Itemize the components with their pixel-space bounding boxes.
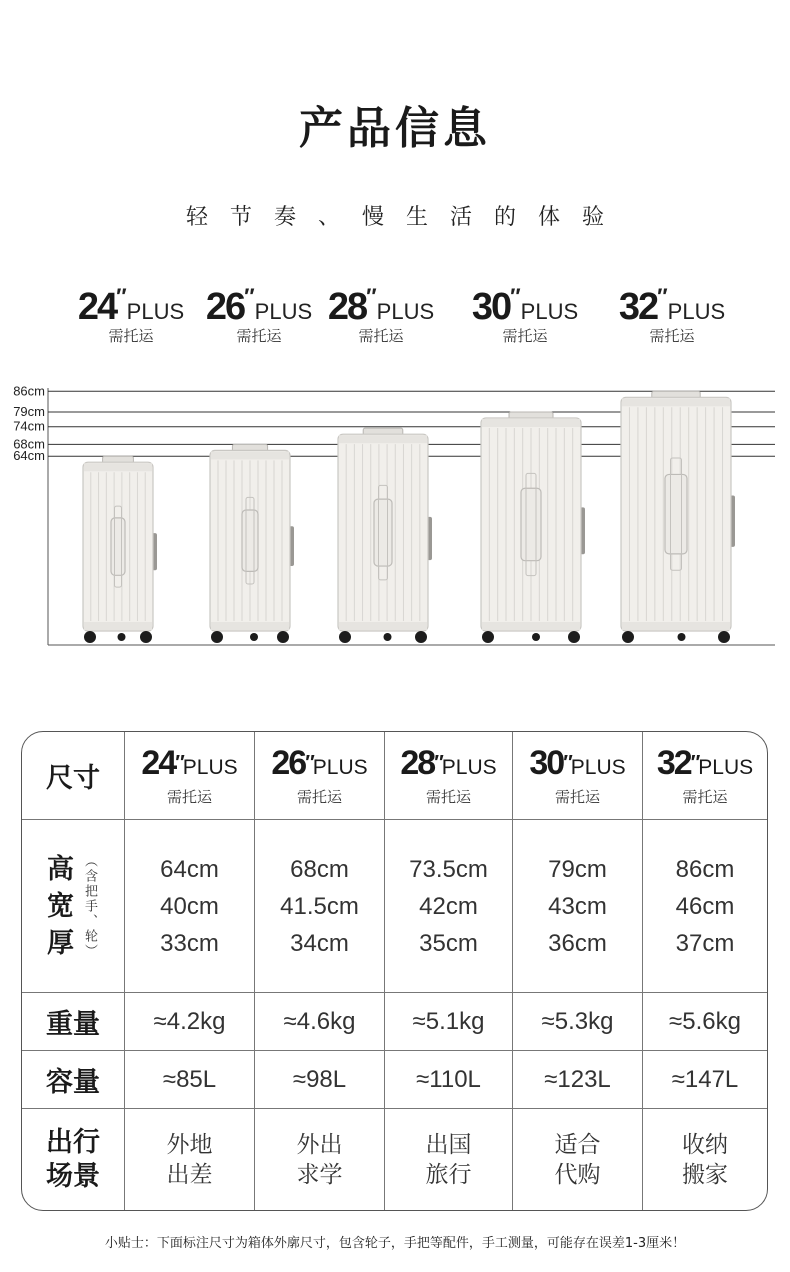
plus-label: PLUS xyxy=(254,299,313,324)
dim-depth-label: 厚 xyxy=(47,927,74,959)
scene-line: 出差 xyxy=(166,1161,213,1188)
size-label-28 xyxy=(316,286,446,346)
weight-value: ≈5.6kg xyxy=(669,1008,741,1035)
height-value: 73.5cm xyxy=(409,855,488,883)
weight-value: ≈4.2kg xyxy=(153,1008,226,1035)
checkin-note: 需托运 xyxy=(166,787,212,806)
frame-top xyxy=(339,435,427,443)
width-value: 42cm xyxy=(419,892,478,920)
height-value: 64cm xyxy=(160,855,219,883)
height-tick-label: 74cm xyxy=(13,418,45,434)
weight-value: ≈5.3kg xyxy=(541,1008,614,1035)
wheel xyxy=(84,631,96,643)
frame-bottom xyxy=(84,622,152,630)
dimension-cell xyxy=(125,820,254,992)
height-comparison-chart xyxy=(0,380,790,655)
wheel xyxy=(678,633,686,641)
checkin-note: 需托运 xyxy=(296,787,342,806)
scene-cell xyxy=(125,1109,254,1210)
size-number: 24 xyxy=(141,743,176,782)
inch-mark: ″ xyxy=(175,751,183,774)
size-label-24 xyxy=(66,286,196,346)
dim-width-label: 宽 xyxy=(47,890,74,922)
height-value: 68cm xyxy=(290,855,349,883)
frame-top xyxy=(84,463,152,471)
suitcase-0 xyxy=(83,456,157,643)
wheel xyxy=(211,631,223,643)
wheel xyxy=(482,631,494,643)
size-label-30 xyxy=(460,286,590,346)
inch-mark: ″ xyxy=(510,284,521,309)
height-tick-label: 68cm xyxy=(13,436,45,452)
wheel xyxy=(568,631,580,643)
suitcase-3 xyxy=(481,412,585,643)
checkin-note: 需托运 xyxy=(425,787,471,806)
wheel xyxy=(250,633,258,641)
plus-label: PLUS xyxy=(126,299,185,324)
depth-value: 37cm xyxy=(675,929,735,957)
height-value: 86cm xyxy=(675,855,735,883)
plus-label: PLUS xyxy=(698,755,754,779)
scene-line: 代购 xyxy=(554,1161,601,1188)
center-handle xyxy=(374,499,392,566)
inch-mark: ″ xyxy=(657,284,668,309)
frame-bottom xyxy=(482,622,580,630)
inch-mark: ″ xyxy=(244,284,255,309)
frame-bottom xyxy=(622,622,730,630)
checkin-note: 需托运 xyxy=(108,327,154,345)
plus-label: PLUS xyxy=(182,755,238,779)
size-number: 26 xyxy=(271,743,306,782)
width-value: 43cm xyxy=(548,892,607,920)
scene-cell xyxy=(643,1109,767,1210)
size-number: 32 xyxy=(656,743,691,782)
center-handle xyxy=(242,510,258,571)
height-tick-label: 79cm xyxy=(13,403,45,419)
depth-value: 34cm xyxy=(290,929,349,957)
scene-line: 适合 xyxy=(554,1131,601,1158)
plus-label: PLUS xyxy=(441,755,497,779)
tip-note: 小贴士：下面标注尺寸为箱体外廓尺寸，包含轮子，手把等配件，手工测量，可能存在误差1-3厘米！ xyxy=(104,1236,686,1251)
dim-note: （含把手、轮） xyxy=(82,853,97,959)
size-number: 24 xyxy=(77,286,117,328)
scene-label-line: 场景 xyxy=(46,1160,100,1192)
wheel xyxy=(339,631,351,643)
suitcase-2 xyxy=(338,428,432,643)
capacity-value: ≈147L xyxy=(671,1066,739,1093)
scene-line: 收纳 xyxy=(682,1131,728,1158)
size-number: 26 xyxy=(205,286,245,328)
size-label-26 xyxy=(194,286,324,346)
checkin-note: 需托运 xyxy=(682,787,728,806)
weight-label: 重量 xyxy=(46,1009,100,1040)
dim-height-label: 高 xyxy=(47,853,74,885)
size-number: 30 xyxy=(529,743,564,782)
spec-table xyxy=(21,731,768,1211)
inch-mark: ″ xyxy=(116,284,127,309)
depth-value: 35cm xyxy=(419,929,478,957)
dimension-cell xyxy=(643,820,767,992)
dimension-cell xyxy=(513,820,642,992)
wheel xyxy=(140,631,152,643)
plus-label: PLUS xyxy=(376,299,435,324)
frame-top xyxy=(482,419,580,427)
suitcase-4 xyxy=(621,391,735,643)
checkin-note: 需托运 xyxy=(554,787,600,806)
scene-label xyxy=(22,1109,124,1210)
size-number: 32 xyxy=(618,286,658,328)
frame-bottom xyxy=(339,622,427,630)
suitcase-1 xyxy=(210,444,294,643)
scene-line: 外出 xyxy=(296,1131,343,1158)
table-header-28 xyxy=(385,732,512,819)
table-header-30 xyxy=(513,732,642,819)
dimension-label xyxy=(22,820,124,992)
frame-top xyxy=(622,398,730,406)
scene-line: 出国 xyxy=(425,1131,472,1158)
width-value: 46cm xyxy=(675,892,735,920)
inch-mark: ″ xyxy=(305,751,313,774)
capacity-label: 容量 xyxy=(46,1067,100,1098)
capacity-value: ≈110L xyxy=(416,1066,481,1093)
wheel xyxy=(118,633,126,641)
capacity-value: ≈98L xyxy=(292,1066,347,1093)
weight-value: ≈4.6kg xyxy=(283,1008,356,1035)
depth-value: 33cm xyxy=(160,929,219,957)
table-header-26 xyxy=(255,732,384,819)
page-title: 产品信息 xyxy=(299,103,491,154)
frame-bottom xyxy=(211,622,289,630)
size-label-32 xyxy=(607,286,737,346)
wheel xyxy=(622,631,634,643)
table-header-24 xyxy=(125,732,254,819)
size-number: 28 xyxy=(327,286,367,328)
wheel xyxy=(718,631,730,643)
scene-cell xyxy=(513,1109,642,1210)
capacity-value: ≈123L xyxy=(544,1066,611,1093)
inch-mark: ″ xyxy=(690,751,699,774)
checkin-note: 需托运 xyxy=(358,327,404,345)
scene-line: 搬家 xyxy=(682,1161,728,1188)
center-handle xyxy=(665,474,687,553)
depth-value: 36cm xyxy=(548,929,607,957)
frame-top xyxy=(211,451,289,459)
dimension-cell xyxy=(255,820,384,992)
size-number: 28 xyxy=(400,743,435,782)
height-tick-label: 86cm xyxy=(13,383,45,399)
checkin-note: 需托运 xyxy=(502,327,548,345)
scene-line: 外地 xyxy=(166,1131,213,1158)
plus-label: PLUS xyxy=(520,299,579,324)
capacity-value: ≈85L xyxy=(162,1066,217,1093)
wheel xyxy=(277,631,289,643)
inch-mark: ″ xyxy=(366,284,377,309)
center-handle xyxy=(521,488,541,560)
wheel xyxy=(415,631,427,643)
wheel xyxy=(384,633,392,641)
checkin-note: 需托运 xyxy=(236,327,282,345)
scene-line: 求学 xyxy=(296,1161,343,1188)
scene-label-line: 出行 xyxy=(46,1126,100,1158)
scene-line: 旅行 xyxy=(425,1161,472,1188)
dimension-cell xyxy=(385,820,512,992)
height-tick-label: 64cm xyxy=(13,448,45,464)
scene-cell xyxy=(255,1109,384,1210)
inch-mark: ″ xyxy=(563,751,571,774)
size-number: 30 xyxy=(471,286,511,328)
center-handle xyxy=(111,518,125,575)
checkin-note: 需托运 xyxy=(649,327,695,345)
size-header: 尺寸 xyxy=(46,763,100,794)
height-value: 79cm xyxy=(548,855,607,883)
weight-value: ≈5.1kg xyxy=(412,1008,485,1035)
plus-label: PLUS xyxy=(312,755,368,779)
width-value: 40cm xyxy=(160,892,219,920)
plus-label: PLUS xyxy=(570,755,626,779)
table-header-32 xyxy=(643,732,767,819)
wheel xyxy=(532,633,540,641)
page-subtitle: 轻节奏、慢生活的体验 xyxy=(185,205,626,230)
scene-cell xyxy=(385,1109,512,1210)
plus-label: PLUS xyxy=(667,299,726,324)
width-value: 41.5cm xyxy=(280,892,359,920)
inch-mark: ″ xyxy=(434,751,442,774)
